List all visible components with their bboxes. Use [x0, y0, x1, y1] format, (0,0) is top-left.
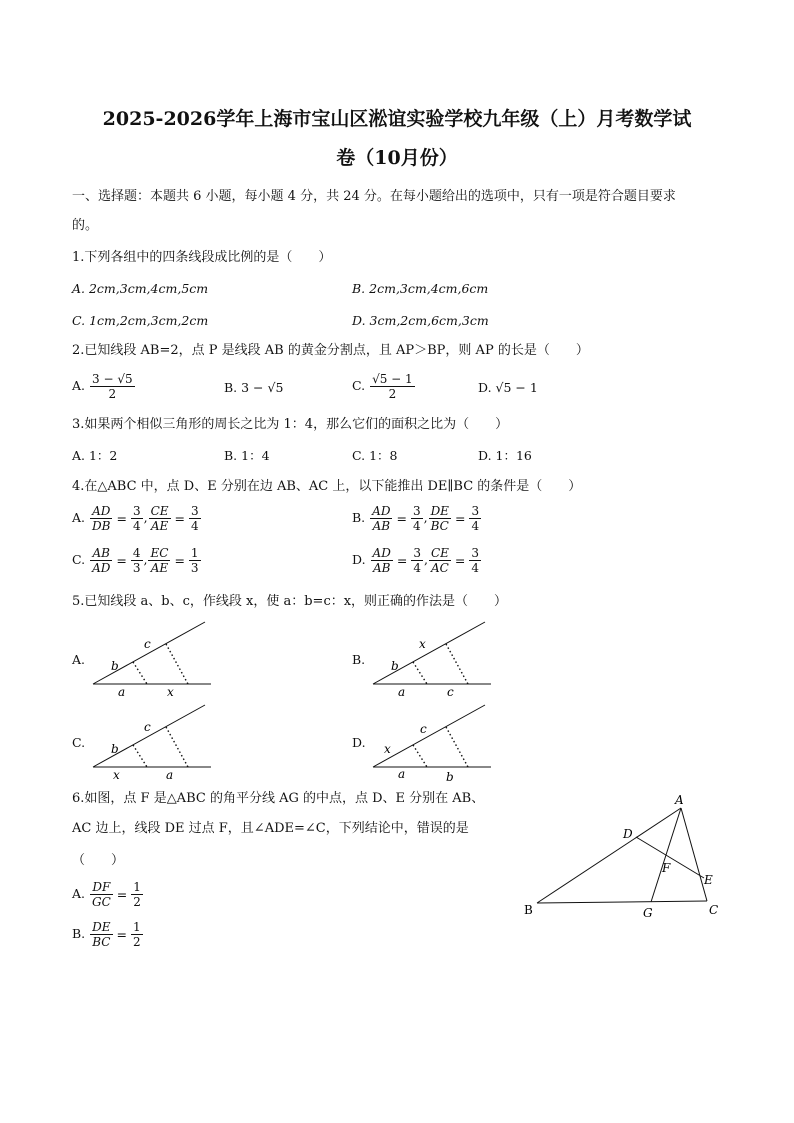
q4-a-frac2-num: CE — [150, 504, 169, 518]
q5-d-lower1: a — [398, 767, 406, 781]
q6-a-frac — [90, 880, 113, 909]
q4-a-val2 — [189, 504, 201, 533]
q4-d-val1 — [411, 546, 423, 575]
q2-option-c-denominator: 2 — [388, 387, 397, 401]
q4-b-val2 — [469, 504, 481, 533]
q4-a-val2-num: 3 — [191, 504, 199, 518]
q4-d-val2 — [469, 546, 481, 575]
q2-stem: 2.已知线段 AB=2，点 P 是线段 AB 的黄金分割点，且 AP＞BP，则 AP 的长是（ ） — [72, 343, 589, 358]
q6-label-a: A — [675, 793, 684, 807]
q5-option-c-label: C. — [72, 735, 86, 750]
q5-option-b-label: B. — [352, 652, 366, 667]
q4-option-d-label: D. — [352, 552, 366, 567]
q4-b-val2-den: 4 — [471, 519, 480, 533]
q2-option-c-numerator: √5 − 1 — [372, 372, 413, 386]
q4-a-frac2 — [149, 504, 171, 533]
q2-option-c — [352, 372, 416, 401]
q2-option-a-label: A. — [72, 378, 86, 393]
q6-a-val-num: 1 — [133, 880, 141, 894]
q4-b-val2-num: 3 — [471, 504, 480, 518]
q4-option-c: C. $\frac{AB}{AD}$ = $\frac{4}{3}$ , $\frac{EC}{AE}$ = $\frac{1}{3}$ — [72, 546, 199, 575]
q2-option-b: B. 3 − √5 — [224, 380, 284, 395]
q5-b-upper2: x — [419, 637, 426, 651]
q4-stem: 4.在△ABC 中，点 D、E 分别在边 AB、AC 上，以下能推出 DE∥BC 的条件是（ ） — [72, 479, 582, 494]
q5-b-lower1: a — [398, 685, 406, 699]
q4-b-val1-den: 4 — [412, 519, 421, 533]
q6-triangle-figure — [520, 788, 730, 923]
q4-b-frac2 — [429, 504, 451, 533]
q3-option-a: A. 1：2 — [72, 448, 118, 463]
q4-b-val1-num: 3 — [412, 504, 421, 518]
q2-option-d: D. √5 − 1 — [478, 380, 538, 395]
q4-a-val1 — [131, 504, 143, 533]
q4-c-frac1 — [90, 546, 112, 575]
q4-d-frac2 — [429, 546, 451, 575]
q5-option-d-label: D. — [352, 735, 366, 750]
q5-option-a-figure — [90, 618, 215, 700]
q4-a-frac1-den: DB — [92, 519, 111, 533]
q4-b-frac2-num: DE — [430, 504, 449, 518]
q4-option-b: B. $\frac{AD}{AB}$ = $\frac{3}{4}$ , $\frac{DE}{BC}$ = $\frac{3}{4}$ — [352, 504, 480, 533]
q2-option-a — [72, 372, 136, 401]
q4-d-frac1-num: AD — [372, 546, 391, 560]
q4-c-frac2 — [148, 546, 170, 575]
q2-option-a-numerator: 3 − √5 — [92, 372, 133, 386]
q6-label-e: E — [704, 873, 713, 887]
q6-b-frac-den: BC — [92, 935, 111, 949]
q6-option-b: B. $\frac{DE}{BC}$ = $\frac{1}{2}$ — [72, 920, 141, 949]
q4-a-val1-den: 4 — [132, 519, 141, 533]
q4-c-val2 — [189, 546, 201, 575]
q4-a-val2-den: 4 — [191, 519, 199, 533]
q4-b-val1 — [411, 504, 423, 533]
q4-d-val2-num: 3 — [471, 546, 480, 560]
q5-d-upper2: c — [420, 722, 427, 736]
q4-c-val1 — [131, 546, 143, 575]
q6-a-val — [131, 880, 143, 909]
q6-a-frac-num: DF — [90, 880, 113, 895]
q4-d-frac1-den: AB — [372, 561, 391, 575]
q2-option-a-fraction — [90, 372, 135, 401]
q6-b-val-num: 1 — [133, 920, 141, 934]
q6-option-b-label: B. — [72, 926, 86, 941]
q5-b-lower2: c — [447, 685, 454, 699]
q3-option-d: D. 1：16 — [478, 448, 532, 463]
q6-stem-line3: （ ） — [72, 853, 125, 868]
q4-c-frac1-num: AB — [90, 546, 112, 561]
q4-c-frac2-num: EC — [150, 546, 169, 560]
q3-stem: 3.如果两个相似三角形的周长之比为 1：4，那么它们的面积之比为（ ） — [72, 417, 509, 432]
q6-stem-line1: 6.如图，点 F 是△ABC 的角平分线 AG 的中点，点 D、E 分别在 AB、 — [72, 791, 485, 806]
section-heading-line2: 的。 — [72, 218, 99, 233]
q1-stem: 1.下列各组中的四条线段成比例的是（ ） — [72, 250, 332, 265]
q4-b-frac1 — [370, 504, 392, 533]
q4-c-val1-den: 3 — [132, 561, 141, 575]
q6-stem-line2: AC 边上，线段 DE 过点 F，且∠ADE=∠C，下列结论中，错误的是 — [72, 821, 469, 836]
q5-a-upper1: b — [111, 659, 119, 673]
q5-option-a-label: A. — [72, 652, 86, 667]
q1-option-a: A. 2cm,3cm,4cm,5cm — [72, 281, 209, 296]
q5-option-b-figure — [370, 618, 495, 700]
q4-d-frac2-num: CE — [430, 546, 449, 560]
q5-a-lower1: a — [118, 685, 126, 699]
q6-label-f: F — [662, 861, 671, 875]
q6-label-b: B — [524, 903, 533, 917]
q6-label-g: G — [643, 906, 653, 920]
q2-option-c-label: C. — [352, 378, 366, 393]
q4-d-val1-num: 3 — [413, 546, 421, 560]
q6-a-frac-den: GC — [92, 895, 111, 909]
q5-b-upper1: b — [391, 659, 399, 673]
q6-b-val-den: 2 — [133, 935, 141, 949]
q4-d-frac2-den: AC — [431, 561, 449, 575]
q1-option-d: D. 3cm,2cm,6cm,3cm — [352, 313, 489, 328]
q6-option-a: A. $\frac{DF}{GC}$ = $\frac{1}{2}$ — [72, 880, 141, 909]
q4-d-val2-den: 4 — [471, 561, 480, 575]
exam-title-line1: 2025-2026学年上海市宝山区淞谊实验学校九年级（上）月考数学试 — [102, 108, 692, 130]
q4-option-d: D. $\frac{AD}{AB}$ = $\frac{3}{4}$ , $\frac{CE}{AC}$ = $\frac{3}{4}$ — [352, 546, 480, 575]
q4-c-frac2-den: AE — [150, 561, 169, 575]
q4-b-frac1-den: AB — [372, 519, 391, 533]
q5-d-upper1: x — [384, 742, 391, 756]
q4-b-frac2-den: BC — [430, 519, 449, 533]
q5-a-upper2: c — [144, 637, 151, 651]
q5-c-lower2: a — [166, 768, 174, 782]
q5-c-upper1: b — [111, 742, 119, 756]
q4-option-a: A. $\frac{AD}{DB}$ = $\frac{3}{4}$ , $\frac{CE}{AE}$ = $\frac{3}{4}$ — [72, 504, 199, 533]
q4-option-b-label: B. — [352, 510, 366, 525]
q6-b-frac — [90, 920, 112, 949]
q4-c-frac1-den: AD — [92, 561, 111, 575]
exam-title-line2: 卷（10月份） — [336, 147, 458, 169]
q4-a-frac1 — [90, 504, 112, 533]
q1-option-c: C. 1cm,2cm,3cm,2cm — [72, 313, 209, 328]
q5-option-d-figure — [370, 701, 495, 783]
q6-option-a-label: A. — [72, 886, 86, 901]
q4-a-val1-num: 3 — [132, 504, 141, 518]
q1-option-b: B. 2cm,3cm,4cm,6cm — [352, 281, 489, 296]
section-heading-line1: 一、选择题：本题共 6 小题，每小题 4 分，共 24 分。在每小题给出的选项中，只有一项是符合题目要求 — [72, 189, 676, 204]
q5-c-lower1: x — [113, 768, 120, 782]
q6-b-frac-num: DE — [92, 920, 111, 934]
q4-a-frac2-den: AE — [150, 519, 169, 533]
q4-option-a-label: A. — [72, 510, 86, 525]
q4-option-c-label: C. — [72, 552, 86, 567]
q5-a-lower2: x — [167, 685, 174, 699]
q6-label-d: D — [623, 827, 633, 841]
q2-option-a-denominator: 2 — [108, 387, 117, 401]
q4-c-val2-num: 1 — [190, 546, 199, 560]
q4-d-frac1 — [371, 546, 393, 575]
q6-label-c: C — [709, 903, 719, 917]
q4-b-frac1-num: AD — [372, 504, 391, 518]
q5-option-c-figure — [90, 701, 215, 783]
q6-a-val-den: 2 — [133, 895, 141, 909]
q4-d-val1-den: 4 — [413, 561, 421, 575]
q5-c-upper2: c — [144, 720, 151, 734]
q6-b-val — [131, 920, 143, 949]
q5-d-lower2: b — [446, 770, 454, 783]
q5-stem: 5.已知线段 a、b、c，作线段 x，使 a：b=c：x，则正确的作法是（ ） — [72, 594, 508, 609]
q3-option-c: C. 1：8 — [352, 448, 398, 463]
q4-c-val2-den: 3 — [190, 561, 199, 575]
q4-a-frac1-num: AD — [90, 504, 112, 519]
q2-option-c-fraction — [370, 372, 415, 401]
q4-c-val1-num: 4 — [132, 546, 141, 560]
q3-option-b: B. 1：4 — [224, 448, 270, 463]
